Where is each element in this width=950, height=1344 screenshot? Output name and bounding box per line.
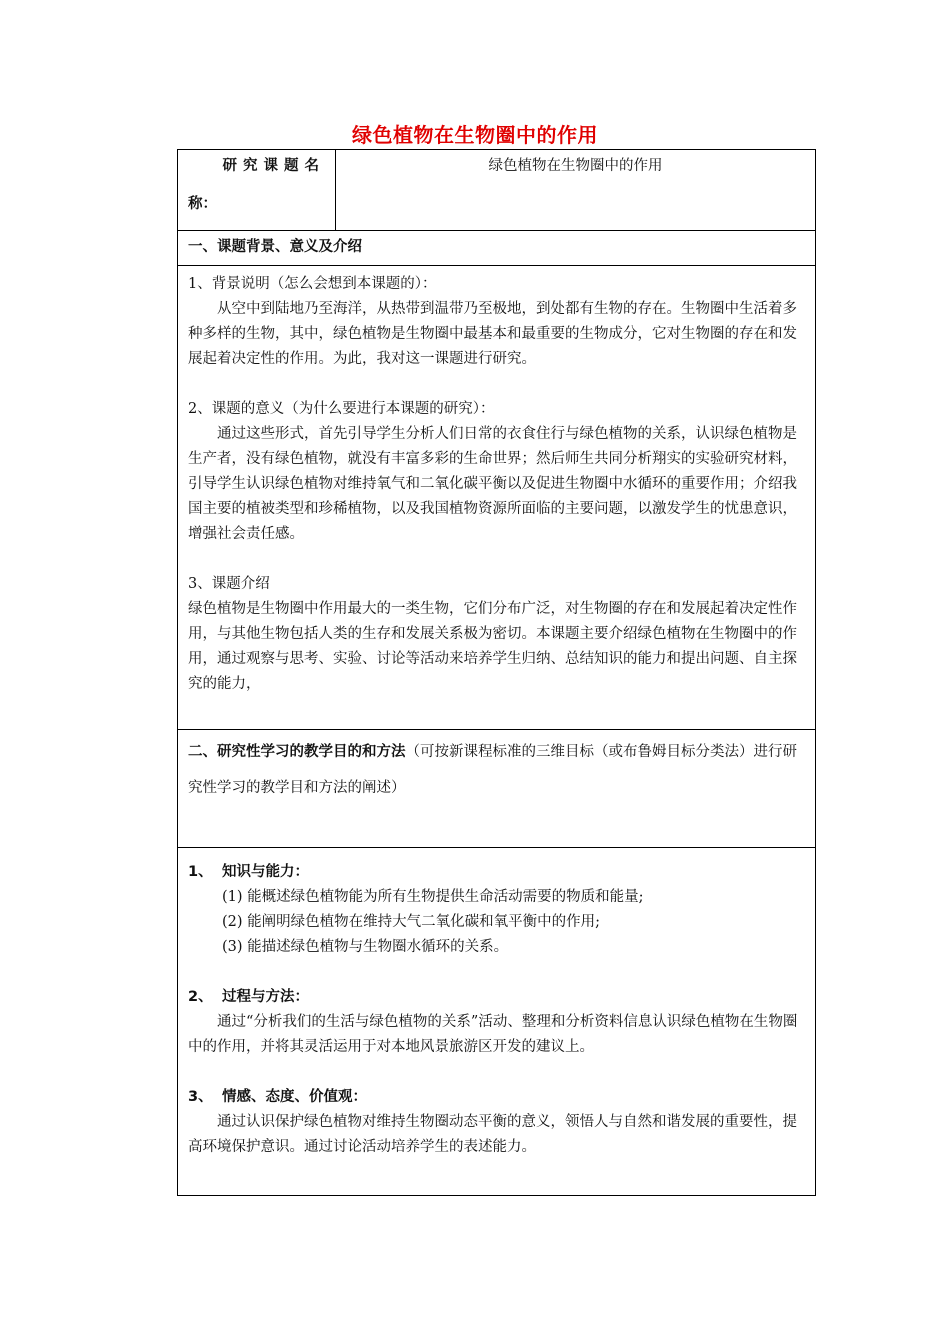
section2-heading bbox=[188, 744, 797, 796]
section1-body bbox=[178, 266, 816, 730]
section1-heading-row bbox=[178, 231, 816, 266]
section2-cell bbox=[178, 730, 816, 848]
section2-row bbox=[178, 730, 816, 848]
topic-value: 绿色植物在生物圈中的作用 bbox=[336, 150, 816, 231]
goal2-heading: 2、 过程与方法： bbox=[188, 989, 309, 1005]
section2-heading-note: （可按新课程标准的三维目标（或布鲁姆目标分类法）进行研究性学习的教学目和方法的阐述） bbox=[188, 744, 797, 796]
meaning-title: 2、课题的意义（为什么要进行本课题的研究）： bbox=[188, 401, 495, 417]
topic-label-cell bbox=[178, 150, 336, 231]
research-table bbox=[177, 149, 816, 1196]
section3-row bbox=[178, 848, 816, 1196]
goal1-heading: 1、 知识与能力： bbox=[188, 864, 309, 880]
intro-text: 绿色植物是生物圈中作用最大的一类生物，它们分布广泛，对生物圈的存在和发展起着决定性作用，与其他生物包括人类的生存和发展关系极为密切。本课题主要介绍绿色植物在生物圈中的作用，通过观察与思考、实验、讨论等活动来培养学生归纳、总结知识的能力和提出问题、自主探究的能力， bbox=[188, 601, 797, 692]
topic-row bbox=[178, 150, 816, 231]
section1-body-row bbox=[178, 266, 816, 730]
goal3-text: 通过认识保护绿色植物对维持生物圈动态平衡的意义，领悟人与自然和谐发展的重要性，提高环境保护意识。通过讨论活动培养学生的表述能力。 bbox=[188, 1114, 797, 1155]
section2-heading-bold: 二、研究性学习的教学目的和方法 bbox=[188, 744, 406, 760]
goal2-text: 通过“分析我们的生活与绿色植物的关系”活动、整理和分析资料信息认识绿色植物在生物圈中的作用，并将其灵活运用于对本地风景旅游区开发的建议上。 bbox=[188, 1014, 798, 1055]
background-title: 1、背景说明（怎么会想到本课题的）： bbox=[188, 276, 437, 292]
intro-title: 3、课题介绍 bbox=[188, 576, 270, 592]
background-text: 从空中到陆地乃至海洋，从热带到温带乃至极地，到处都有生物的存在。生物圈中生活着多种多样的生物，其中，绿色植物是生物圈中最基本和最重要的生物成分，它对生物圈的存在和发展起着决定性的作用。为此，我对这一课题进行研究。 bbox=[188, 301, 797, 367]
section1-heading: 一、课题背景、意义及介绍 bbox=[178, 231, 816, 266]
meaning-text: 通过这些形式，首先引导学生分析人们日常的衣食住行与绿色植物的关系，认识绿色植物是生产者，没有绿色植物，就没有丰富多彩的生命世界；然后师生共同分析翔实的实验研究材料，引导学生认识绿色植物对维持氧气和二氧化碳平衡以及促进生物圈中水循环的重要作用；介绍我国主要的植被类型和珍稀植物，以及我国植物资源所面临的主要问题，以激发学生的忧患意识，增强社会责任感。 bbox=[188, 426, 797, 542]
goal1-item-2: (2) 能阐明绿色植物在维持大气二氧化碳和氧平衡中的作用; bbox=[222, 914, 601, 930]
goal3-heading: 3、 情感、态度、价值观： bbox=[188, 1089, 367, 1105]
section3-cell bbox=[178, 848, 816, 1196]
goal1-item-1: (1) 能概述绿色植物能为所有生物提供生命活动需要的物质和能量; bbox=[222, 889, 644, 905]
topic-label-line1: 研究课题名 bbox=[222, 158, 325, 174]
document-title: 绿色植物在生物圈中的作用 bbox=[352, 123, 598, 147]
topic-label-line2: 称： bbox=[188, 196, 217, 212]
goal1-item-3: (3) 能描述绿色植物与生物圈水循环的关系。 bbox=[222, 939, 509, 955]
